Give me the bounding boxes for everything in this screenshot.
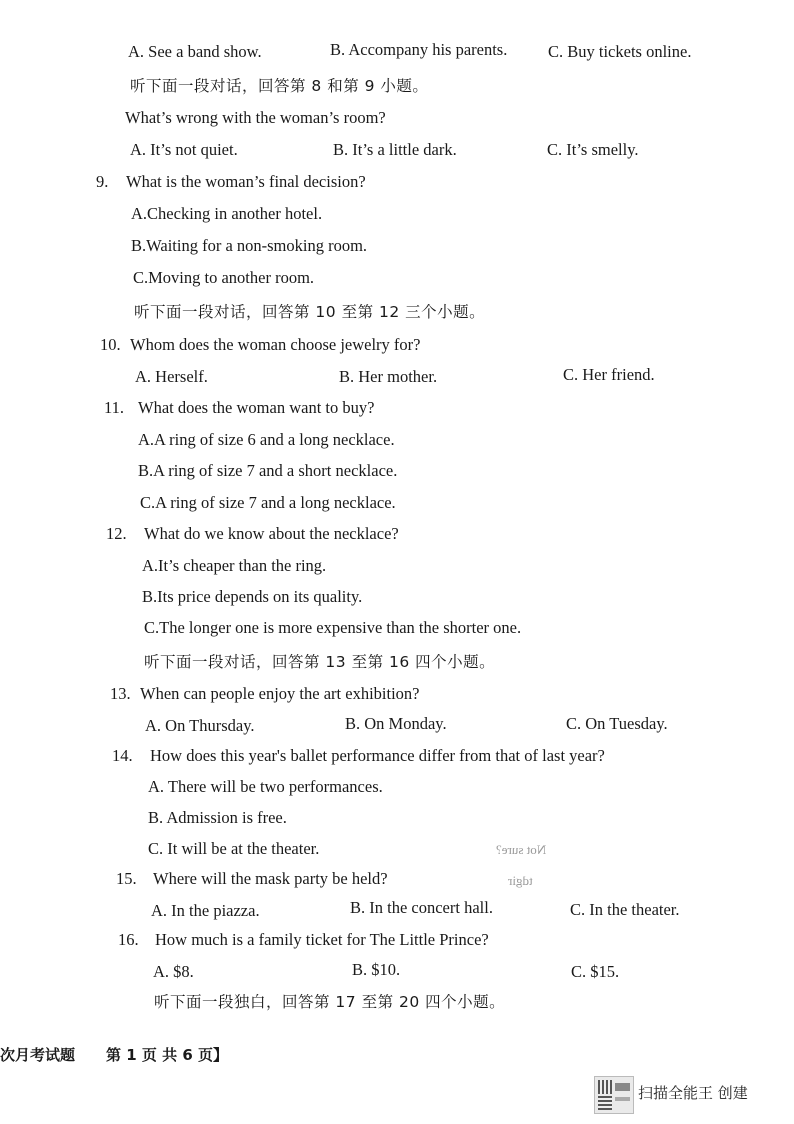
- q10-option-c: C. Her friend.: [563, 365, 655, 384]
- q11-option-b: B.A ring of size 7 and a short necklace.: [138, 461, 398, 480]
- q12-option-a: A.It’s cheaper than the ring.: [142, 556, 327, 575]
- q15-option-a: A. In the piazza.: [151, 901, 260, 920]
- instruction-17-20: 听下面一段独白，回答第 17 至第 20 四个小题。: [154, 993, 506, 1011]
- footer-exam-title: 次月考试题: [0, 1046, 76, 1064]
- question-13-text: When can people enjoy the art exhibition?: [140, 684, 420, 703]
- instruction-13-16: 听下面一段对话，回答第 13 至第 16 四个小题。: [144, 653, 496, 671]
- q10-option-b: B. Her mother.: [339, 367, 438, 386]
- bleed-through-text-2: tdgir: [508, 873, 533, 888]
- question-13: [110, 684, 419, 704]
- instruction-10-12: 听下面一段对话，回答第 10 至第 12 三个小题。: [134, 303, 486, 321]
- question-8-text: What’s wrong with the woman’s room?: [125, 108, 386, 127]
- footer-page-number: 第 1 页 共 6 页】: [106, 1046, 228, 1064]
- scanner-logo-icon: [594, 1076, 634, 1114]
- q9-option-b: B.Waiting for a non-smoking room.: [131, 236, 368, 255]
- q12-option-c: C.The longer one is more expensive than the shorter one.: [144, 618, 522, 637]
- question-15: [116, 869, 388, 889]
- instruction-8-9: 听下面一段对话，回答第 8 和第 9 小题。: [130, 77, 429, 95]
- question-10: [100, 335, 421, 355]
- q10-option-a: A. Herself.: [135, 367, 208, 386]
- question-11: [104, 398, 374, 418]
- question-9-text: What is the woman’s final decision?: [126, 172, 366, 191]
- q16-option-b: B. $10.: [352, 960, 401, 979]
- question-number: 16.: [118, 930, 139, 949]
- question-12-text: What do we know about the necklace?: [144, 524, 399, 543]
- q9-option-c: C.Moving to another room.: [133, 268, 315, 287]
- q14-option-c: C. It will be at the theater.: [148, 839, 320, 858]
- q14-option-b: B. Admission is free.: [148, 808, 287, 827]
- question-number: 15.: [116, 869, 137, 888]
- q13-option-b: B. On Monday.: [345, 714, 447, 733]
- q15-option-b: B. In the concert hall.: [350, 898, 493, 917]
- q11-option-c: C.A ring of size 7 and a long necklace.: [140, 493, 396, 512]
- question-number: 10.: [100, 335, 121, 354]
- q16-option-a: A. $8.: [153, 962, 194, 981]
- q8-option-c: C. It’s smelly.: [547, 140, 639, 159]
- q12-option-b: B.Its price depends on its quality.: [142, 587, 363, 606]
- question-12: [106, 524, 399, 544]
- q14-option-a: A. There will be two performances.: [148, 777, 383, 796]
- question-number: 9.: [96, 172, 109, 191]
- question-number: 12.: [106, 524, 127, 543]
- question-number: 11.: [104, 398, 125, 417]
- question-14-text: How does this year's ballet performance differ from that of last year?: [150, 746, 605, 765]
- q13-option-a: A. On Thursday.: [145, 716, 255, 735]
- q8-option-a: A. It’s not quiet.: [130, 140, 238, 159]
- question-16: [118, 930, 489, 950]
- q13-option-c: C. On Tuesday.: [566, 714, 668, 733]
- question-15-text: Where will the mask party be held?: [153, 869, 388, 888]
- question-11-text: What does the woman want to buy?: [138, 398, 375, 417]
- q9-option-a: A.Checking in another hotel.: [131, 204, 323, 223]
- q11-option-a: A.A ring of size 6 and a long necklace.: [138, 430, 395, 449]
- q8-option-b: B. It’s a little dark.: [333, 140, 457, 159]
- q15-option-c: C. In the theater.: [570, 900, 680, 919]
- question-number: 14.: [112, 746, 133, 765]
- q7-option-b: B. Accompany his parents.: [330, 40, 508, 59]
- question-10-text: Whom does the woman choose jewelry for?: [130, 335, 421, 354]
- bleed-through-text: Not sure?: [496, 842, 547, 857]
- q7-option-a: A. See a band show.: [128, 42, 262, 61]
- question-14: [112, 746, 605, 766]
- q7-option-c: C. Buy tickets online.: [548, 42, 692, 61]
- scanner-watermark-text: 扫描全能王 创建: [638, 1084, 748, 1102]
- question-16-text: How much is a family ticket for The Little Prince?: [155, 930, 489, 949]
- question-9: [96, 172, 366, 192]
- question-number: 13.: [110, 684, 131, 703]
- q16-option-c: C. $15.: [571, 962, 620, 981]
